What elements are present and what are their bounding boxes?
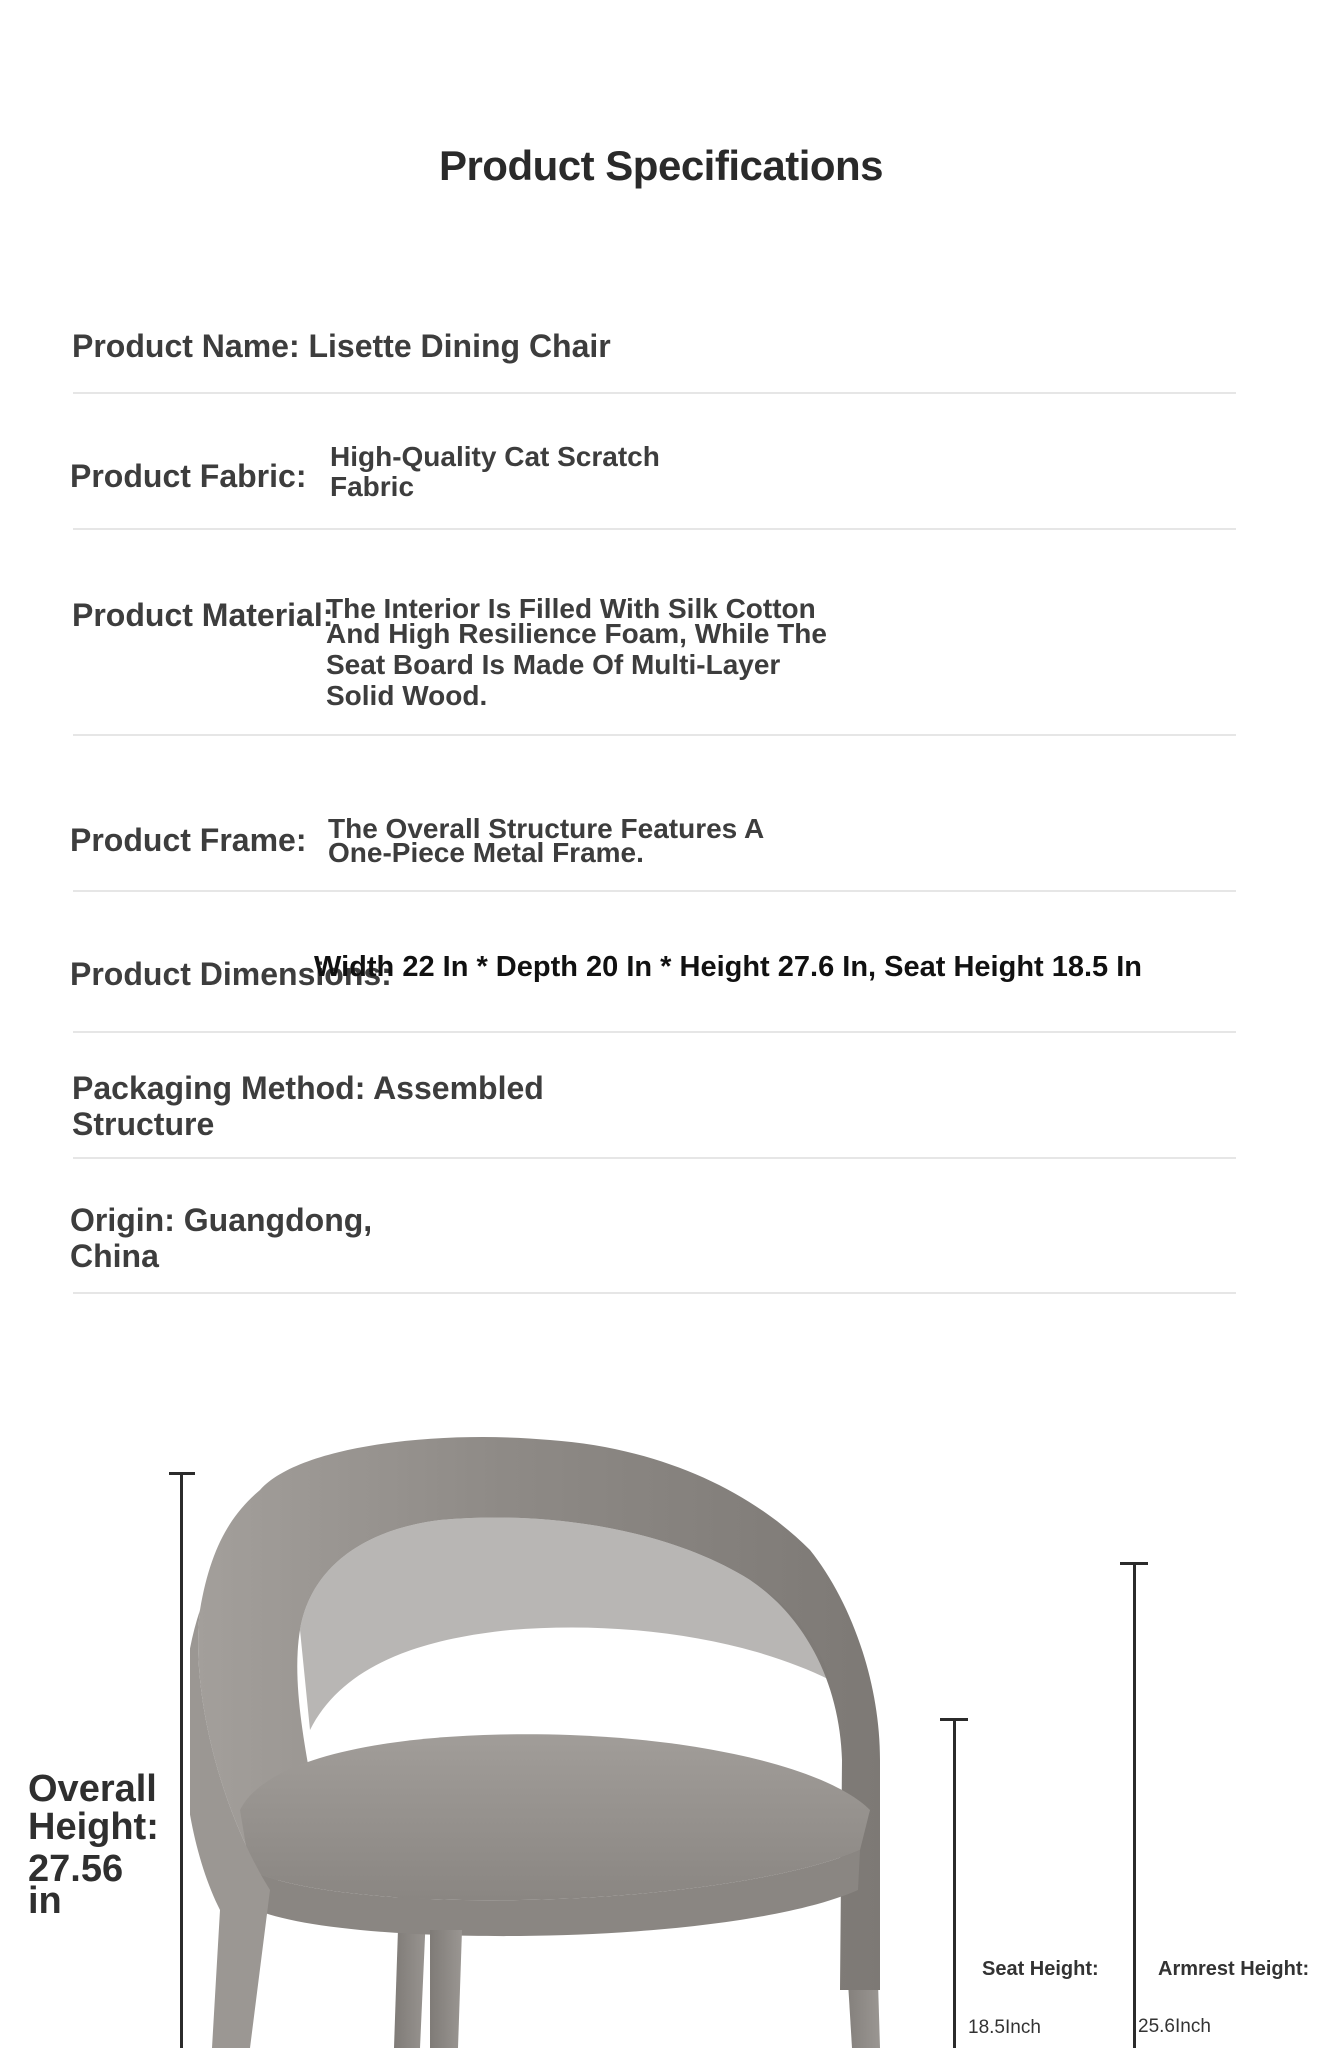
- frame-value-line-1: The Overall Structure Features A: [328, 813, 765, 844]
- origin-line-2: China: [70, 1238, 159, 1274]
- divider: [73, 392, 1236, 394]
- armrest-height-label: Armrest Height:: [1158, 1958, 1310, 1980]
- seat-height-line: [953, 1718, 956, 2048]
- frame-value-line-2: One-Piece Metal Frame.: [328, 837, 644, 868]
- material-value-line-1: The Interior Is Filled With Silk Cotton: [326, 593, 816, 624]
- material-value-line-2: And High Resilience Foam, While The: [326, 618, 827, 649]
- seat-height-label: Seat Height:: [982, 1958, 1099, 1980]
- page-title: Product Specifications: [438, 142, 884, 189]
- seat-height-value: 18.5Inch: [968, 2017, 1041, 2038]
- divider: [73, 890, 1236, 892]
- armrest-height-value: 25.6Inch: [1138, 2016, 1211, 2037]
- dimensions-label: Product Dimensions:: [70, 956, 392, 992]
- product-name-row: Product Name: Lisette Dining Chair: [72, 328, 611, 364]
- overall-height-line-1: Overall: [28, 1768, 157, 1810]
- divider: [73, 734, 1236, 736]
- dimensions-value: Width 22 In * Depth 20 In * Height 27.6 In, Seat Height 18.5 In: [314, 951, 1143, 983]
- divider: [73, 528, 1236, 530]
- fabric-value-line-2: Fabric: [330, 471, 415, 502]
- origin-line-1: Origin: Guangdong,: [70, 1202, 373, 1238]
- armrest-height-line: [1133, 1562, 1136, 2048]
- overall-height-line: [180, 1472, 183, 2048]
- material-label: Product Material:: [72, 597, 334, 633]
- overall-height-line-2: Height:: [28, 1806, 159, 1848]
- material-value-line-4: Solid Wood.: [326, 680, 488, 711]
- frame-label: Product Frame:: [70, 822, 307, 858]
- packaging-line-2: Structure: [72, 1106, 215, 1142]
- fabric-value-line-1: High-Quality Cat Scratch: [330, 441, 660, 472]
- overall-height-label: [28, 1770, 159, 1920]
- packaging-line-1: Packaging Method: Assembled: [72, 1070, 544, 1106]
- divider: [73, 1157, 1236, 1159]
- overall-height-line-3: 27.56: [28, 1848, 124, 1890]
- material-value-line-3: Seat Board Is Made Of Multi-Layer: [326, 649, 781, 680]
- chair-illustration: [190, 1430, 920, 2048]
- fabric-label: Product Fabric:: [70, 458, 307, 494]
- divider: [73, 1292, 1236, 1294]
- overall-height-line-4: in: [28, 1880, 62, 1922]
- divider: [73, 1031, 1236, 1033]
- chair-leg: [430, 1930, 462, 2048]
